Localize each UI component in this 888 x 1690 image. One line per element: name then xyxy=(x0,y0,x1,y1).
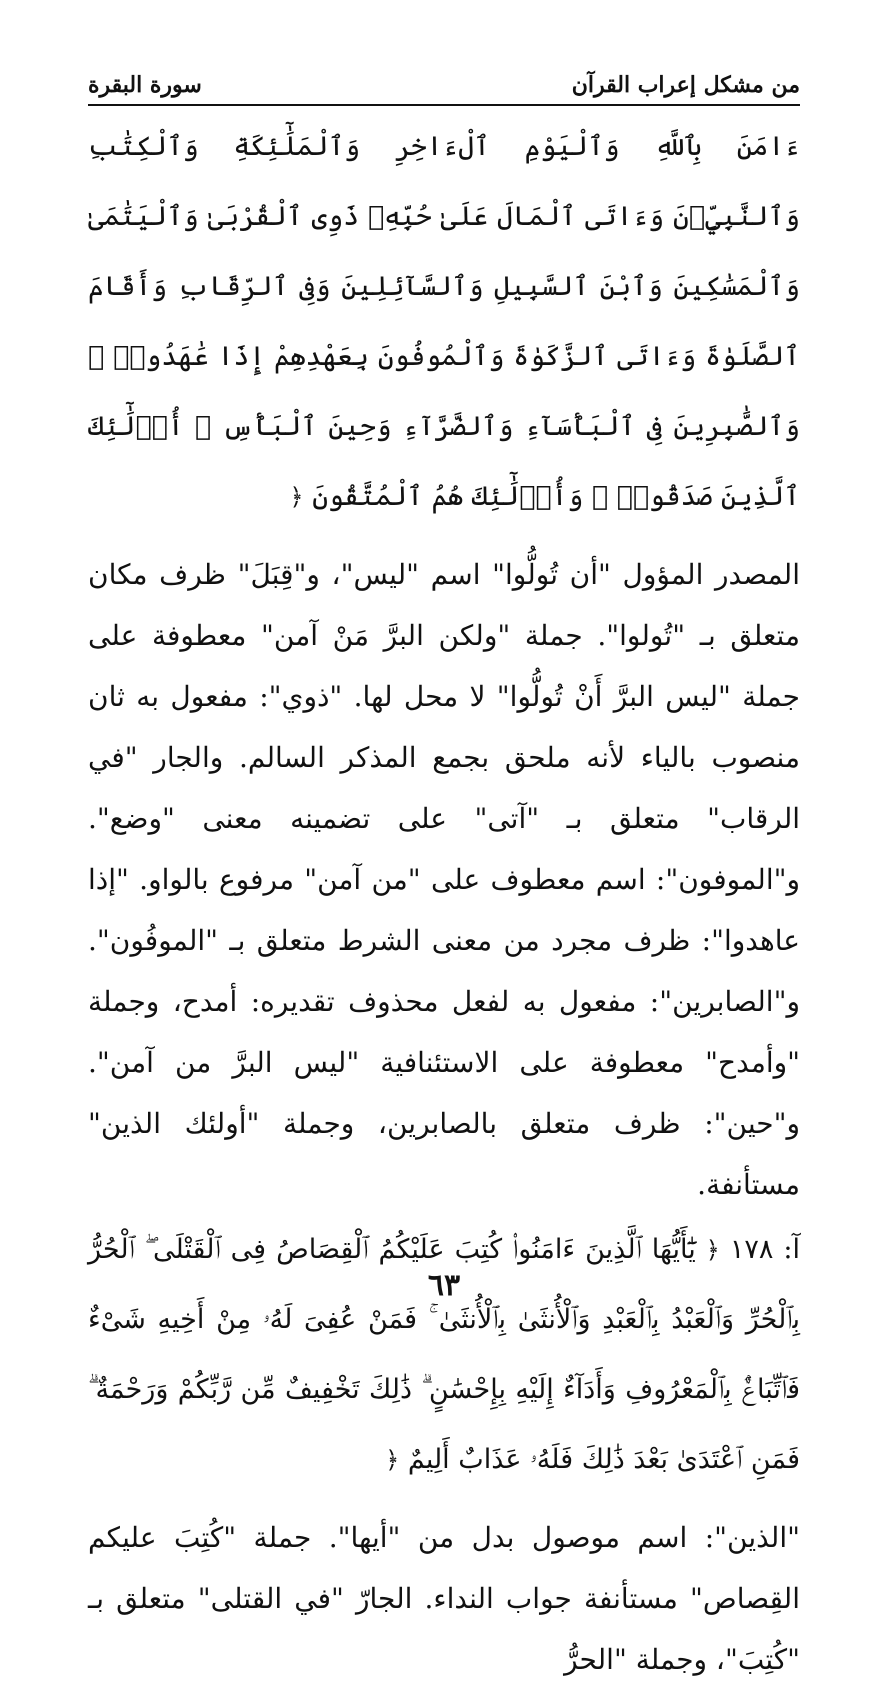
page-body xyxy=(88,112,800,1690)
verse-start-ornament: ﴿ xyxy=(705,1236,720,1264)
grammar-commentary-paragraph: "الذين": اسم موصول بدل من "أيها". جملة "كُتِبَ عليكم القِصاص" مستأنفة جواب النداء. الجارّ "في القتلى" متعلق بـ "كُتِبَ"، وجملة "الحرُّ xyxy=(88,1521,800,1676)
quran-verse-text: ءَامَنَ بِٱللَّهِ وَٱلْيَوْمِ ٱلْءَاخِرِ وَٱلْمَلَٰٓئِكَةِ وَٱلْكِتَٰبِ وَٱلنَّبِيِّۦنَ وَءَاتَى ٱلْمَالَ عَلَىٰ حُبِّهِۦ ذَوِى ٱلْقُرْبَىٰ وَٱلْيَتَٰمَىٰ وَٱلْمَسَٰكِينَ وَٱبْنَ ٱلسَّبِيلِ وَٱلسَّآئِلِينَ وَفِى ٱلرِّقَابِ وَأَقَامَ ٱلصَّلَوٰةَ وَءَاتَى ٱلزَّكَوٰةَ وَٱلْمُوفُونَ بِعَهْدِهِمْ إِذَا عَٰهَدُوا۟ ۖ وَٱلصَّٰبِرِينَ فِى ٱلْبَأْسَآءِ وَٱلضَّرَّآءِ وَحِينَ ٱلْبَأْسِ ۗ أُو۟لَٰٓئِكَ ٱلَّذِينَ صَدَقُوا۟ ۖ وَأُو۟لَٰٓئِكَ هُمُ ٱلْمُتَّقُونَ xyxy=(88,131,800,512)
book-title: من مشكل إعراب القرآن xyxy=(571,72,800,98)
verse-number-label: آ: ١٧٨ xyxy=(729,1234,800,1265)
running-header xyxy=(88,72,800,106)
quran-verse-block xyxy=(88,112,800,532)
surah-name: سورة البقرة xyxy=(88,72,202,98)
quran-verse-block xyxy=(88,1215,800,1495)
quran-verse-text: يَٰٓأَيُّهَا ٱلَّذِينَ ءَامَنُوا۟ كُتِبَ عَلَيْكُمُ ٱلْقِصَاصُ فِى ٱلْقَتْلَى ۖ ٱلْحُرُّ بِٱلْحُرِّ وَٱلْعَبْدُ بِٱلْعَبْدِ وَٱلْأُنثَىٰ بِٱلْأُنثَىٰ ۚ فَمَنْ عُفِىَ لَهُۥ مِنْ أَخِيهِ شَىْءٌ فَٱتِّبَاعٌۢ بِٱلْمَعْرُوفِ وَأَدَآءٌ إِلَيْهِ بِإِحْسَٰنٍ ۗ ذَٰلِكَ تَخْفِيفٌ مِّن رَّبِّكُمْ وَرَحْمَةٌ ۗ فَمَنِ ٱعْتَدَىٰ بَعْدَ ذَٰلِكَ فَلَهُۥ عَذَابٌ أَلِيمٌ xyxy=(88,1234,800,1475)
grammar-commentary-paragraph: المصدر المؤول "أن تُولُّوا" اسم "ليس"، و"قِبَلَ" ظرف مكان متعلق بـ "تُولوا". جملة "ولكن البرَّ مَنْ آمن" معطوفة على جملة "ليس البرَّ أَنْ تُولُّوا" لا محل لها. "ذوي": مفعول به ثان منصوب بالياء لأنه ملحق بجمع المذكر السالم. والجار "في الرقاب" متعلق بـ "آتى" على تضمينه معنى "وضع". و"الموفون": اسم معطوف على "من آمن" مرفوع بالواو. "إذا عاهدوا": ظرف مجرد من معنى الشرط متعلق بـ "الموفُون". و"الصابرين": مفعول به لفعل محذوف تقديره: أمدح، وجملة "وأمدح" معطوفة على الاستئنافية "ليس البرَّ من آمن". و"حين": ظرف متعلق بالصابرين، وجملة "أولئك الذين" مستأنفة. xyxy=(88,558,800,1201)
verse-end-ornament: ﴿ xyxy=(385,1446,400,1474)
verse-end-ornament: ﴿ xyxy=(289,483,304,511)
page-number: ٦٣ xyxy=(427,1268,461,1303)
